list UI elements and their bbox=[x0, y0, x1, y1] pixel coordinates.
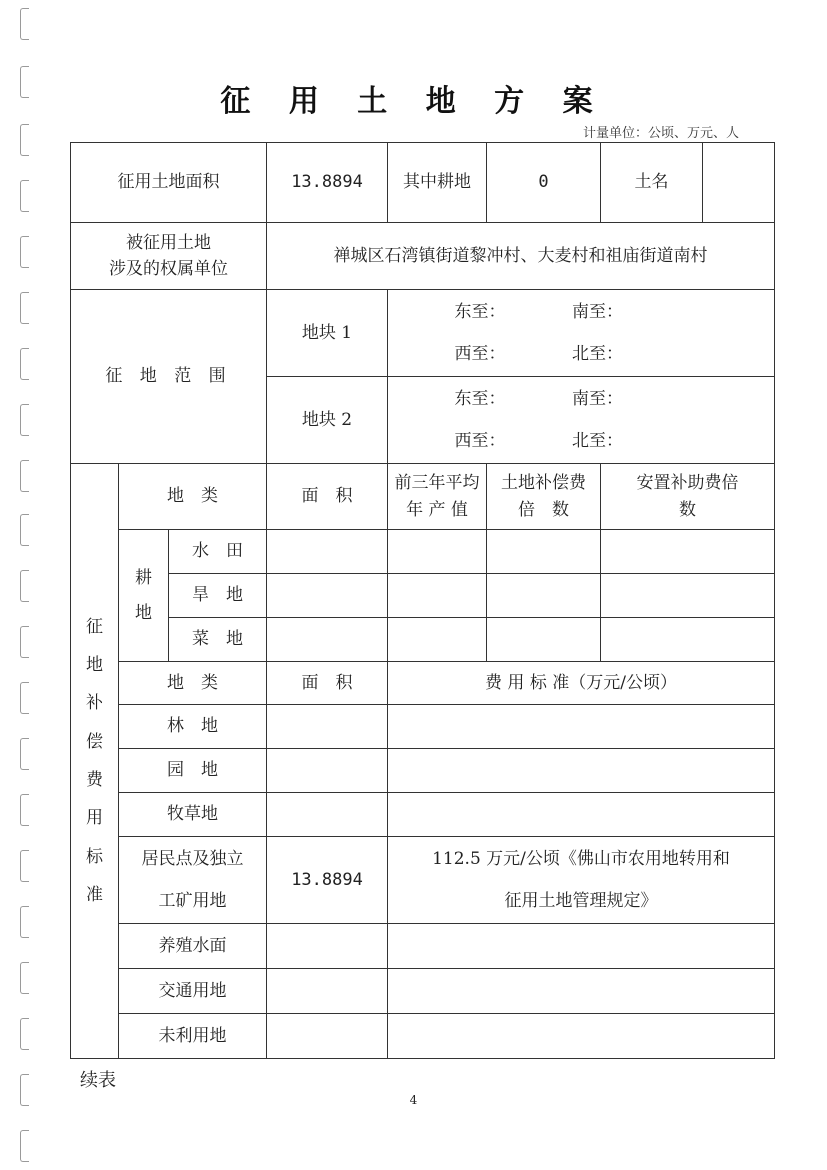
parcel-2-name: 地块 2 bbox=[267, 377, 388, 464]
owner-label-line2: 涉及的权属单位 bbox=[109, 259, 228, 279]
row-label-forest: 林 地 bbox=[119, 705, 267, 749]
table-row bbox=[71, 969, 775, 1014]
area-value: 13.8894 bbox=[267, 143, 388, 223]
owner-label-line1: 被征用土地 bbox=[126, 232, 211, 253]
compensation-standard-label: 征 地 补 偿 费 用 标 准 bbox=[71, 464, 119, 1059]
row-label-orchard: 园 地 bbox=[119, 749, 267, 793]
area-label: 征用土地面积 bbox=[71, 143, 267, 223]
row-label-paddy: 水 田 bbox=[169, 530, 267, 574]
row-label-residential: 居民点及独立 工矿用地 bbox=[119, 837, 267, 924]
table1-header-avg-output: 前三年平均 年 产 值 bbox=[388, 464, 487, 530]
parcel-2-west: 西至： bbox=[454, 430, 506, 451]
table-row bbox=[71, 749, 775, 793]
unit-note: 计量单位：公顷、万元、人 bbox=[582, 126, 739, 141]
owner-label bbox=[71, 223, 267, 290]
table2-header-area: 面 积 bbox=[267, 662, 388, 705]
land-acquisition-table bbox=[70, 142, 775, 1059]
parcel-1-east: 东至： bbox=[454, 301, 506, 322]
table-row bbox=[71, 793, 775, 837]
parcel-1-south: 南至： bbox=[572, 301, 624, 322]
row-label-pasture: 牧草地 bbox=[119, 793, 267, 837]
table-row bbox=[71, 618, 775, 662]
table2-header-standard: 费 用 标 准（万元/公顷） bbox=[388, 662, 775, 705]
scope-label: 征 地 范 围 bbox=[71, 290, 267, 464]
owner-value: 禅城区石湾镇街道黎冲村、大麦村和祖庙街道南村 bbox=[267, 223, 775, 290]
table-row bbox=[71, 705, 775, 749]
parcel-2-east: 东至： bbox=[454, 388, 506, 409]
page-title: 征 用 土 地 方 案 bbox=[220, 84, 607, 119]
table-row bbox=[71, 837, 775, 924]
parcel-2-south: 南至： bbox=[572, 388, 624, 409]
binding-holes bbox=[18, 0, 38, 1170]
table1-header-area: 面 积 bbox=[267, 464, 388, 530]
row-label-vegetable: 菜 地 bbox=[169, 618, 267, 662]
row-label-dryland: 旱 地 bbox=[169, 574, 267, 618]
residential-area: 13.8894 bbox=[267, 837, 388, 924]
page-number: 4 bbox=[409, 1093, 418, 1107]
farmland-value: 0 bbox=[487, 143, 601, 223]
residential-standard: 112.5 万元/公顷《佛山市农用地转用和 征用土地管理规定》 bbox=[388, 837, 775, 924]
farmland-label: 其中耕地 bbox=[388, 143, 487, 223]
parcel-2-bounds bbox=[388, 377, 775, 464]
table-row bbox=[71, 924, 775, 969]
table1-header-land-type: 地 类 bbox=[119, 464, 267, 530]
parcel-1-name: 地块 1 bbox=[267, 290, 388, 377]
parcel-1-bounds bbox=[388, 290, 775, 377]
row-label-unused: 未利用地 bbox=[119, 1014, 267, 1059]
table1-header-resettle-multiple: 安置补助费倍 数 bbox=[601, 464, 775, 530]
continued-label: 续表 bbox=[80, 1070, 116, 1091]
soil-label: 土名 bbox=[601, 143, 703, 223]
row-label-transport: 交通用地 bbox=[119, 969, 267, 1014]
table-row bbox=[71, 1014, 775, 1059]
table1-header-comp-multiple: 土地补偿费 倍 数 bbox=[487, 464, 601, 530]
farmland-group-label: 耕 地 bbox=[119, 530, 169, 662]
parcel-1-north: 北至： bbox=[572, 343, 624, 364]
row-label-aquaculture: 养殖水面 bbox=[119, 924, 267, 969]
table-row bbox=[71, 530, 775, 574]
table-row bbox=[71, 574, 775, 618]
soil-value bbox=[703, 143, 775, 223]
table2-header-land-type: 地 类 bbox=[119, 662, 267, 705]
parcel-2-north: 北至： bbox=[572, 430, 624, 451]
parcel-1-west: 西至： bbox=[454, 343, 506, 364]
